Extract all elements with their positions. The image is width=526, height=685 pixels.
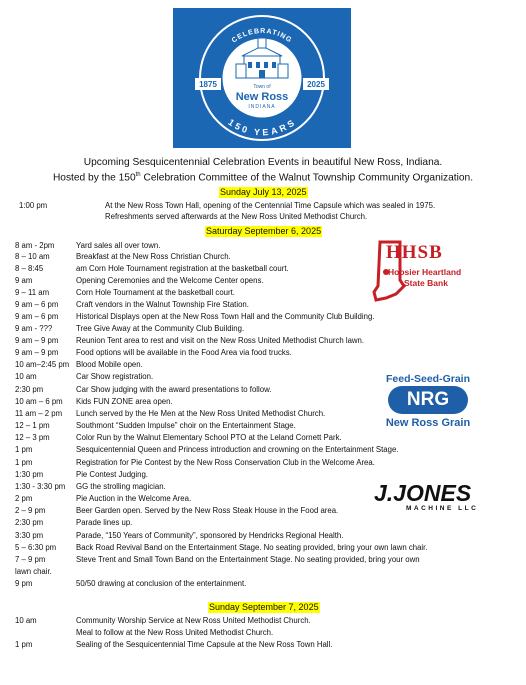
event-time: 10 am–2:45 pm (15, 360, 70, 369)
event-description: Parade lines up. (76, 518, 133, 527)
event-time: 9 – 11 am (15, 288, 50, 297)
event-time: 2:30 pm (15, 518, 44, 527)
event-description: Southmont “Sudden Impulse” choir on the Entertainment Stage. (76, 421, 296, 430)
event-time: 10 am – 6 pm (15, 397, 63, 406)
event-time: 5 – 6:30 pm (15, 543, 57, 552)
jjones-sub: MACHINE LLC (406, 505, 479, 512)
hhsb-line-2: State Bank (404, 278, 448, 288)
event-time: 9 pm (15, 579, 33, 588)
event-time: 8 – 8:45 (15, 264, 44, 273)
event-description: At the New Ross Town Hall, opening of the Centennial Time Capsule which was sealed in 1975. (105, 201, 436, 210)
event-time: 1:30 - 3:30 pm (15, 482, 66, 491)
event-time: 12 – 3 pm (15, 433, 50, 442)
event-time: 9 am (15, 276, 33, 285)
event-description: Kids FUN ZONE area open. (76, 397, 173, 406)
event-description: Refreshments served afterwards at the New Ross United Methodist Church. (105, 212, 368, 221)
event-description: Pie Contest Judging. (76, 470, 148, 479)
seal-year-start: 1875 (199, 80, 217, 89)
event-description: Parade, “150 Years of Community”, sponsored by Hendricks Regional Health. (76, 531, 344, 540)
intro-line-2-post: Celebration Committee of the Walnut Township Community Organization. (140, 172, 474, 184)
event-time: 9 am – 9 pm (15, 336, 59, 345)
event-description: Reunion Tent area to rest and visit on the New Ross United Methodist Church lawn. (76, 336, 365, 345)
event-description: Color Run by the Walnut Elementary School PTO at the Leland Cornett Park. (76, 433, 342, 442)
event-description: Back Road Revival Band on the Entertainment Stage. No seating provided, bring your own lawn chair. (76, 543, 428, 552)
event-time: 3:30 pm (15, 531, 44, 540)
nrg-sponsor-logo (370, 373, 486, 435)
event-time: 8 – 10 am (15, 252, 50, 261)
date-header-sept-6: Saturday September 6, 2025 (206, 226, 322, 236)
event-time: 2 – 9 pm (15, 506, 46, 515)
seal-graphic (173, 8, 351, 148)
event-description: Community Worship Service at New Ross United Methodist Church. (76, 616, 311, 625)
event-time: 9 am – 6 pm (15, 312, 59, 321)
nrg-top-text: Feed-Seed-Grain (385, 373, 471, 385)
event-time: 8 am - 2pm (15, 241, 55, 250)
event-description: Corn Hole Tournament at the basketball court. (76, 288, 235, 297)
event-description: Registration for Pie Contest by the New Ross Conservation Club in the Welcome Area. (76, 458, 375, 467)
nrg-bottom-text: New Ross Grain (385, 417, 471, 429)
event-time: 7 – 9 pm (15, 555, 46, 564)
event-description: Steve Trent and Small Town Band on the Entertainment Stage. No seating provided, bring your own (76, 555, 420, 564)
nrg-oval (388, 386, 468, 414)
intro-line-1: Upcoming Sesquicentennial Celebration Events in beautiful New Ross, Indiana. (83, 157, 443, 168)
event-description: Sesquicentennial Queen and Princess introduction and crowning on the Entertainment Stage. (76, 445, 399, 454)
event-time: 1 pm (15, 458, 33, 467)
jjones-name: J.JONES (374, 480, 472, 506)
event-description: GG the strolling magician. (76, 482, 166, 491)
event-description: 50/50 drawing at conclusion of the entertainment. (76, 579, 247, 588)
event-description: Beer Garden open. Served by the New Ross Steak House in the Food area. (76, 506, 339, 515)
event-time: lawn chair. (15, 567, 52, 576)
event-description: Tree Give Away at the Community Club Building. (76, 324, 245, 333)
event-description: Food options will be available in the Food Area via food trucks. (76, 348, 292, 357)
seal-town-of: Town of (253, 84, 271, 90)
event-description: Lunch served by the He Men at the New Ross United Methodist Church. (76, 409, 326, 418)
hhsb-sponsor-logo (366, 236, 486, 306)
hhsb-line-1: Hoosier Heartland (388, 267, 462, 277)
intro-line-2-pre: Hosted by the 150 (52, 172, 136, 184)
event-description: Opening Ceremonies and the Welcome Center opens. (76, 276, 264, 285)
event-time: 11 am – 2 pm (15, 409, 63, 418)
seal-year-end: 2025 (307, 80, 325, 89)
town-seal-logo (173, 8, 351, 148)
event-time: 1 pm (15, 640, 33, 649)
intro-line-2 (0, 169, 526, 184)
seal-town-name: New Ross (235, 91, 289, 103)
event-description: Pie Auction in the Welcome Area. (76, 494, 192, 503)
date-header-july-13: Sunday July 13, 2025 (220, 187, 307, 197)
event-time: 2 pm (15, 494, 33, 503)
event-time: 9 am – 6 pm (15, 300, 59, 309)
jjones-sponsor-logo (374, 480, 500, 514)
event-time: 2:30 pm (15, 385, 44, 394)
event-description: Craft vendors in the Walnut Township Fire Station. (76, 300, 249, 309)
event-time: 12 – 1 pm (15, 421, 50, 430)
event-time: 1:00 pm (19, 201, 48, 210)
hhsb-abbr: HHSB (386, 242, 443, 263)
event-description: Sealing of the Sesquicentennial Time Capsule at the New Ross Town Hall. (76, 640, 333, 649)
seal-arc-text: CELEBRATING (230, 27, 294, 45)
seal-bottom-text: 150 YEARS (226, 116, 298, 138)
event-time: 1:30 pm (15, 470, 44, 479)
date-header-sept-7: Sunday September 7, 2025 (209, 602, 319, 612)
event-time: 10 am (15, 372, 37, 381)
event-description: Historical Displays open at the New Ross Town Hall and the Community Club Building. (76, 312, 375, 321)
nrg-abbr: NRG (406, 389, 450, 410)
event-description: Breakfast at the New Ross Christian Church. (76, 252, 231, 261)
seal-state: INDIANA (248, 104, 276, 110)
event-description: Blood Mobile open. (76, 360, 143, 369)
event-time: 10 am (15, 616, 37, 625)
event-description: Car Show registration. (76, 372, 154, 381)
event-description: am Corn Hole Tournament registration at the basketball court. (76, 264, 289, 273)
event-time: 1 pm (15, 445, 33, 454)
event-description: Meal to follow at the New Ross United Methodist Church. (76, 628, 274, 637)
event-time: 9 am – 9 pm (15, 348, 59, 357)
event-time: 9 am - ??? (15, 324, 53, 333)
event-description: Car Show judging with the award presentations to follow. (76, 385, 272, 394)
intro-line-2-sup: th (135, 172, 141, 178)
event-description: Yard sales all over town. (76, 241, 161, 250)
